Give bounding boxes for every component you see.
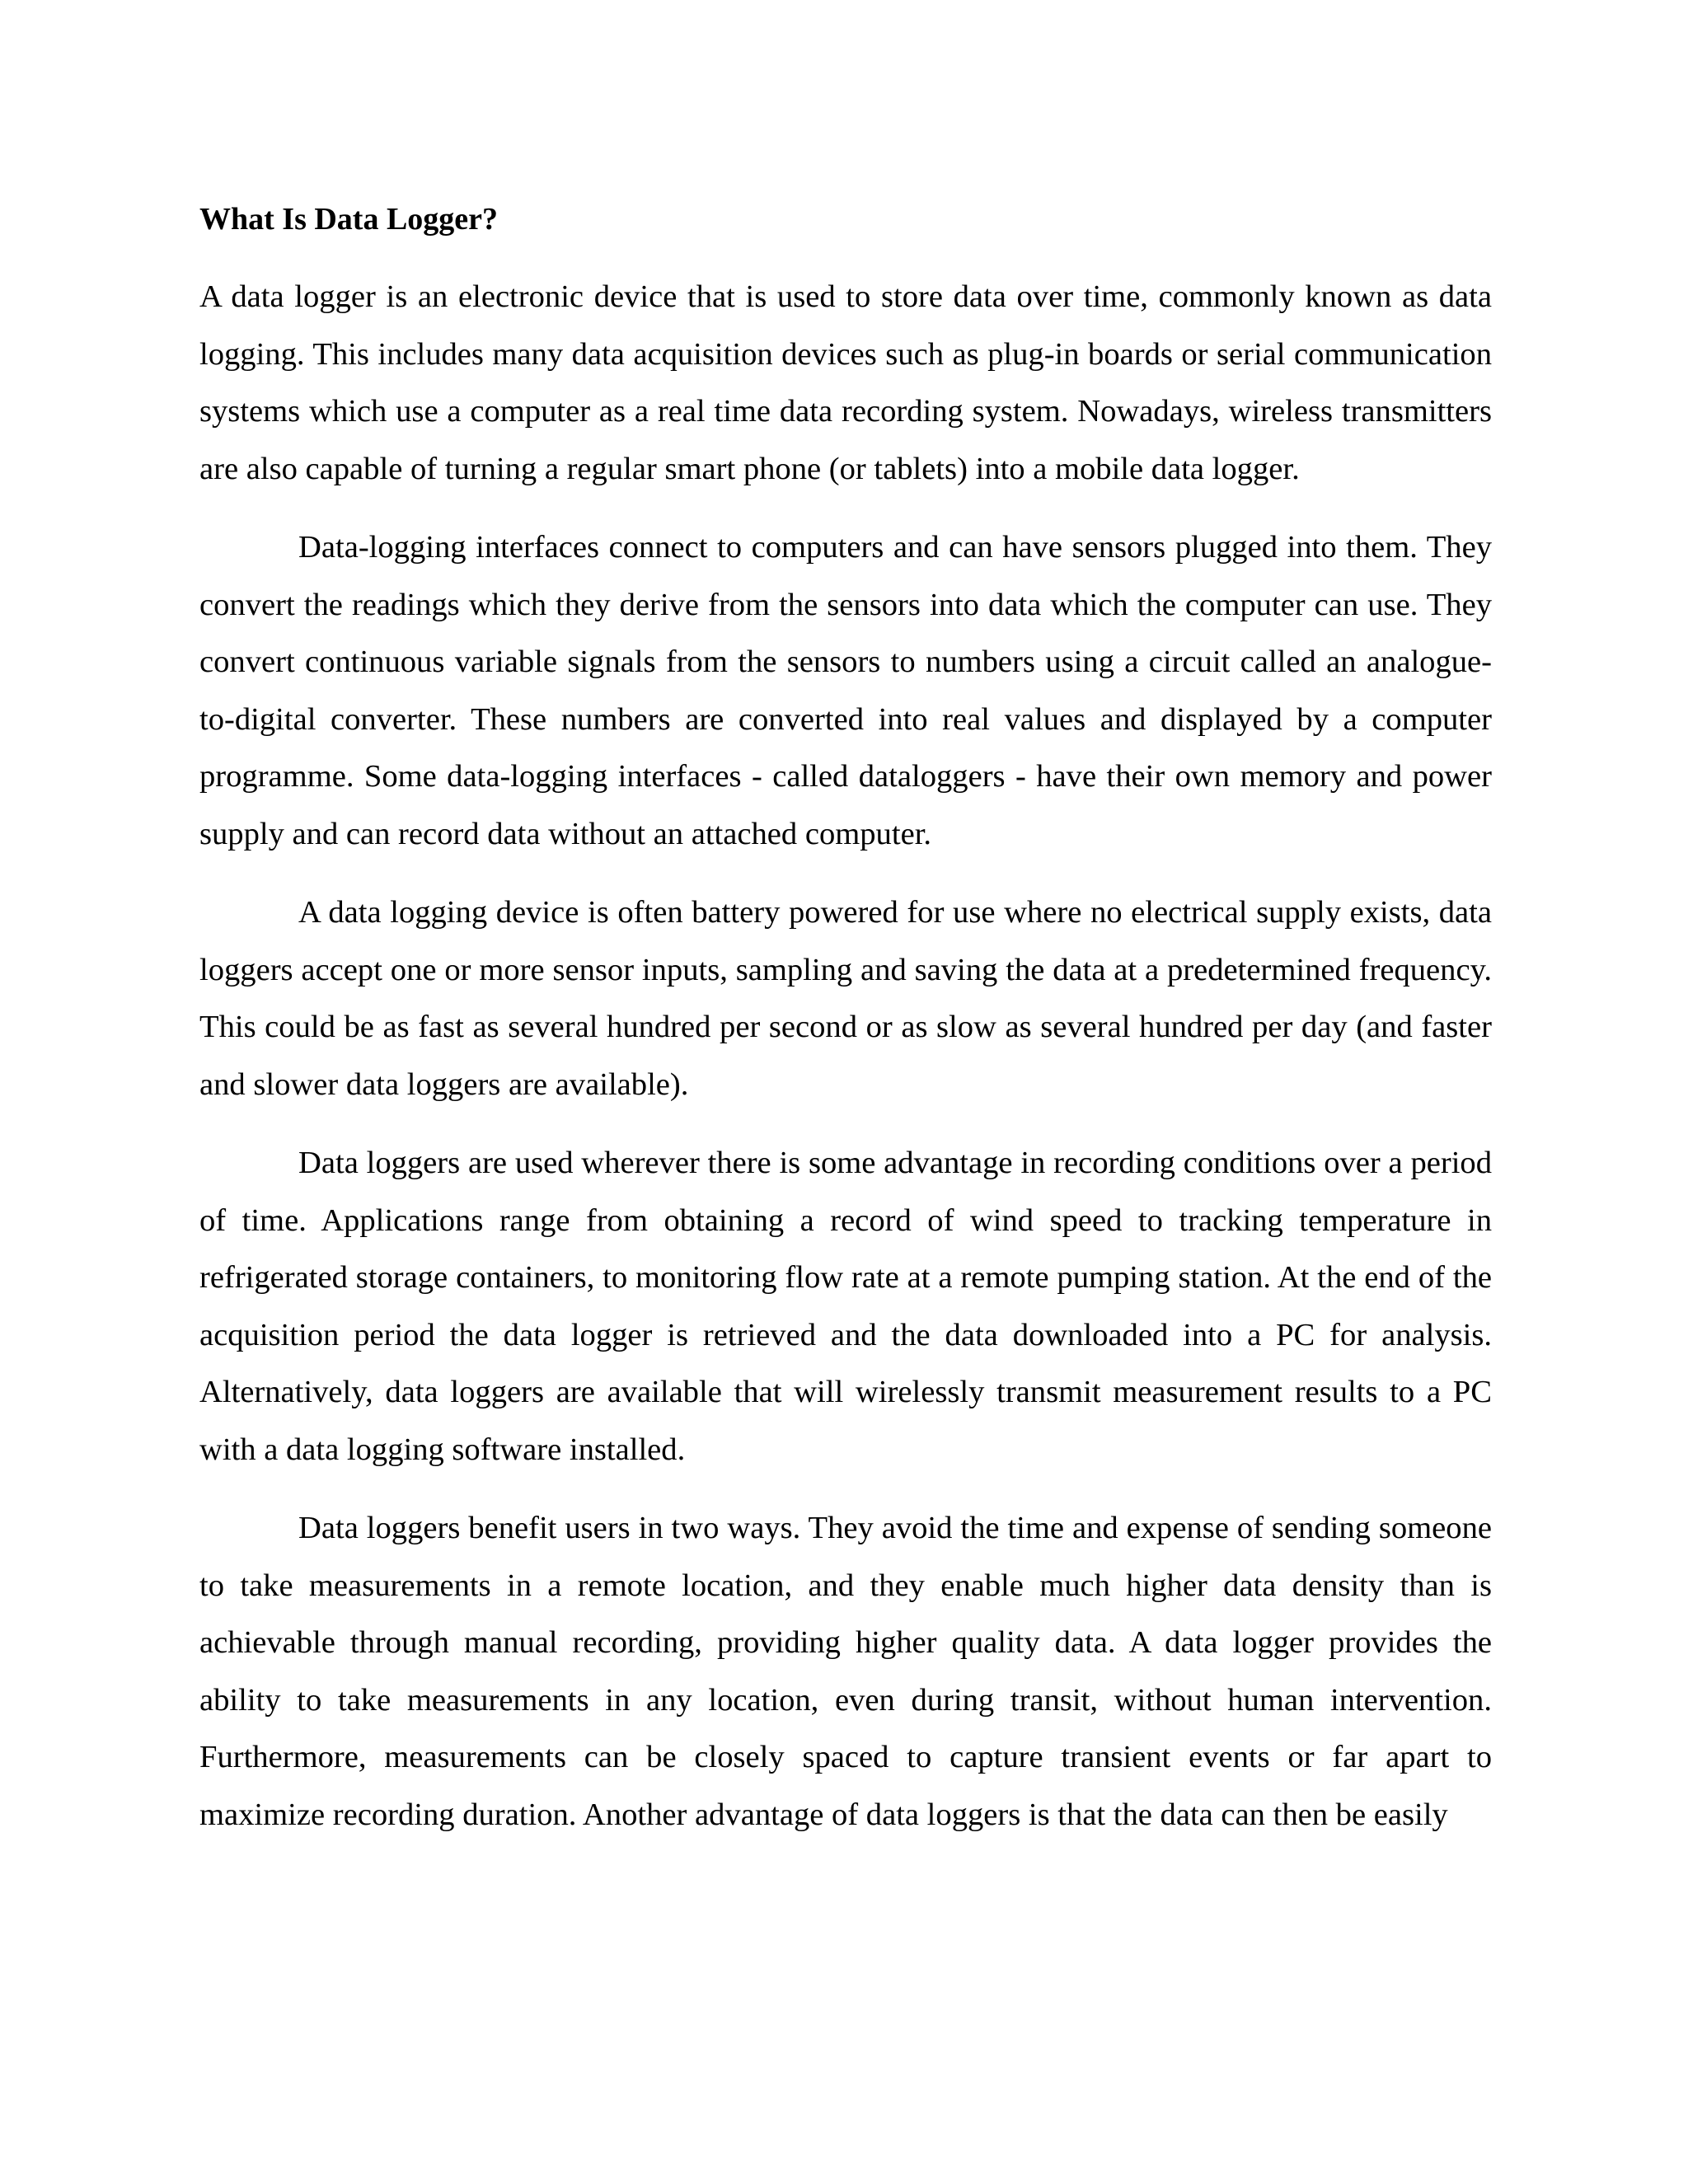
document-heading: What Is Data Logger? bbox=[199, 202, 499, 237]
paragraph-battery: A data logging device is often battery powered for use where no electrical supply exists, data loggers accept one or more sensor inputs, sampling and saving the data at a predetermined frequency. This could be as fast as several hundred per second or as slow as several hundred per day (and faster and slower data loggers are available). bbox=[199, 895, 1492, 1102]
document-body bbox=[199, 194, 1492, 1865]
paragraph-applications: Data loggers are used wherever there is some advantage in recording conditions over a period of time. Applications range from obtaining a record of wind speed to tracking temperature in refrigerated storage containers, to monitoring flow rate at a remote pumping station. At the end of the acquisition period the data logger is retrieved and the data downloaded into a PC for analysis. Alternatively, data loggers are available that will wirelessly transmit measurement results to a PC with a data logging software installed. bbox=[199, 1146, 1492, 1467]
paragraph-intro: A data logger is an electronic device that is used to store data over time, commonly known as data logging. This includes many data acquisition devices such as plug-in boards or serial communication systems which use a computer as a real time data recording system. Nowadays, wireless transmitters are also capable of turning a regular smart phone (or tablets) into a mobile data logger. bbox=[199, 279, 1492, 486]
paragraph-interfaces: Data-logging interfaces connect to computers and can have sensors plugged into them. They convert the readings which they derive from the sensors into data which the computer can use. They convert continuous variable signals from the sensors to numbers using a circuit called an analogue-to-digital converter. These numbers are converted into real values and displayed by a computer programme. Some data-logging interfaces - called dataloggers - have their own memory and power supply and can record data without an attached computer. bbox=[199, 530, 1492, 851]
paragraph-benefits: Data loggers benefit users in two ways. They avoid the time and expense of sending someone to take measurements in a remote location, and they enable much higher data density than is achievable through manual recording, providing higher quality data. A data logger provides the ability to take measurements in any location, even during transit, without human intervention. Furthermore, measurements can be closely spaced to capture transient events or far apart to maximize recording duration. Another advantage of data loggers is that the data can then be easily bbox=[199, 1511, 1492, 1832]
